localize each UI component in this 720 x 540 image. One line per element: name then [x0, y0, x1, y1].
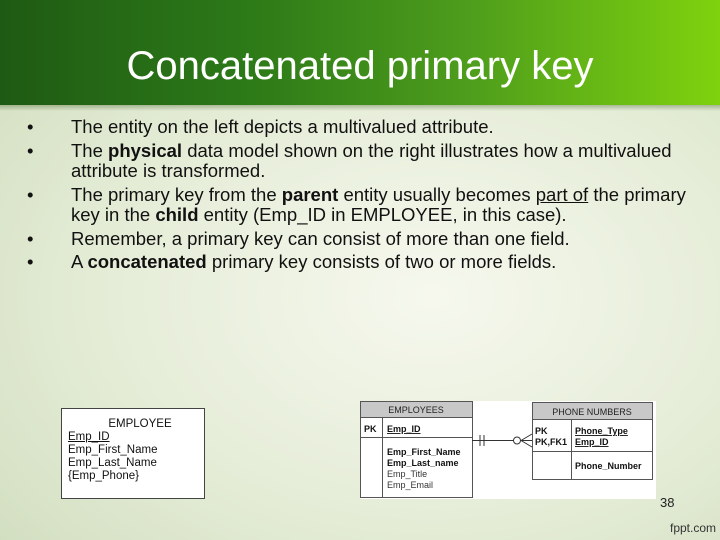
pk-field: Phone_Type	[575, 426, 628, 436]
employees-table	[361, 402, 473, 498]
table-field: Emp_Title	[387, 469, 428, 479]
bullet-text: The	[71, 139, 109, 161]
bullet-text: the primary key in the	[71, 183, 686, 225]
bullet-item	[27, 185, 697, 226]
slide-title: Concatenated primary key	[126, 44, 594, 88]
table-field: Phone_Number	[575, 461, 642, 471]
pk-label: PK	[364, 424, 377, 434]
brand-watermark: fppt.com	[670, 521, 717, 535]
logical-entity-box	[61, 408, 205, 499]
entity-name: EMPLOYEE	[108, 418, 172, 430]
pk-label: PK	[535, 426, 548, 436]
bullet-marker: •	[27, 251, 34, 272]
bullet-item	[27, 252, 697, 273]
bullet-text: entity usually becomes	[338, 183, 536, 205]
bullet-underline-text: part of	[535, 183, 589, 205]
bullet-list	[27, 117, 697, 276]
phone-numbers-table	[533, 403, 653, 480]
pk-fk-label: PK,FK1	[535, 437, 568, 447]
bullet-text: primary key consists of two or more fields.	[206, 251, 557, 272]
bullet-text: entity (Emp_ID in EMPLOYEE, in this case).	[198, 204, 567, 225]
table-field: Emp_First_Name	[387, 447, 461, 457]
phone-table-title: PHONE NUMBERS	[552, 407, 632, 417]
entity-attribute: Emp_Last_Name	[68, 457, 157, 469]
bullet-text: A	[71, 251, 88, 272]
bullet-bold-text: concatenated	[87, 251, 207, 272]
bullet-marker: •	[27, 139, 34, 161]
employees-table-title: EMPLOYEES	[388, 405, 444, 415]
table-field: Emp_Last_name	[387, 458, 459, 468]
entity-attribute: {Emp_Phone}	[68, 470, 139, 482]
bullet-bold-text: parent	[281, 183, 339, 205]
page-number: 38	[660, 495, 675, 510]
entity-attribute: Emp_First_Name	[68, 444, 158, 456]
bullet-text: data model shown on the right illustrates how a multivalued attribute is transformed.	[71, 139, 672, 181]
bullet-text: The entity on the left depicts a multivalued attribute.	[71, 116, 494, 137]
table-field: Emp_Email	[387, 480, 434, 490]
bullet-text: Remember, a primary key can consist of more than one field.	[71, 227, 570, 249]
bullet-marker: •	[27, 183, 34, 205]
bullet-item	[27, 141, 697, 182]
bullet-item	[27, 117, 697, 138]
bullet-text: The primary key from the	[71, 183, 282, 205]
pk-field: Emp_ID	[387, 424, 421, 434]
bullet-item	[27, 229, 697, 250]
pk-field: Emp_ID	[575, 437, 609, 447]
bullet-bold-text: child	[155, 204, 199, 225]
optional-circle	[514, 437, 521, 444]
bullet-marker: •	[27, 227, 34, 249]
bullet-marker: •	[27, 116, 34, 137]
entity-attribute: Emp_ID	[68, 431, 110, 443]
physical-data-model-diagram	[360, 401, 656, 499]
bullet-bold-text: physical	[108, 139, 183, 161]
header-shadow	[0, 105, 720, 111]
